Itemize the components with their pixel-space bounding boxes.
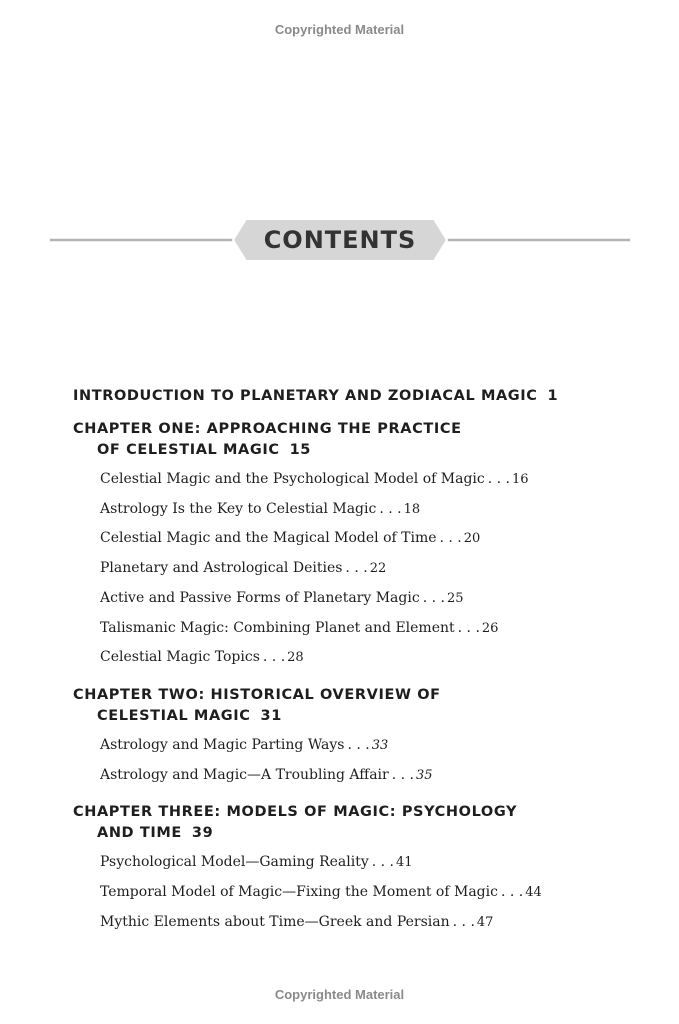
entry-page: 33 (371, 737, 389, 753)
toc-entry: Celestial Magic and the Psychological Model of Magic . . . 16 (100, 471, 529, 487)
entry-page: 26 (481, 620, 499, 636)
entry-title: Mythic Elements about Time—Greek and Persian (100, 913, 450, 930)
chapter-page: 39 (191, 825, 214, 842)
chapter-title-line1: CHAPTER TWO: HISTORICAL OVERVIEW OF (73, 686, 441, 703)
toc-chapter-three (73, 802, 633, 937)
chapter-page: 15 (289, 442, 311, 458)
toc-entry: Celestial Magic and the Magical Model of Time . . . 20 (100, 530, 481, 547)
entry-page: 18 (403, 501, 421, 517)
entry-title: Astrology and Magic Parting Ways (100, 736, 345, 753)
chapter-title-line1: CHAPTER THREE: MODELS OF MAGIC: PSYCHOLOGY (73, 804, 518, 821)
toc-entry: Temporal Model of Magic—Fixing the Moment of Magic . . . 44 (100, 884, 542, 901)
chapter-heading (73, 802, 633, 844)
entry-title: Active and Passive Forms of Planetary Magic (100, 589, 420, 606)
toc-chapter-one (73, 419, 633, 673)
entry-page: 44 (525, 885, 542, 901)
toc-entry: Talismanic Magic: Combining Planet and Element . . . 26 (100, 619, 499, 636)
chapter-heading (73, 685, 633, 727)
entry-title: Celestial Magic and the Magical Model of Time (100, 530, 437, 547)
toc-introduction-page: 1 (547, 388, 559, 404)
copyright-watermark-bottom: Copyrighted Material (274, 987, 405, 1002)
entry-page: 35 (415, 767, 433, 783)
entry-page: 47 (476, 914, 494, 930)
entry-title: Psychological Model—Gaming Reality (100, 854, 369, 871)
chapter-title-line2: CELESTIAL MAGIC (97, 707, 251, 724)
toc-entry: Planetary and Astrological Deities . . . 22 (100, 560, 387, 577)
toc-entry: Astrology and Magic Parting Ways . . . 33 (100, 736, 389, 753)
copyright-watermark-top: Copyrighted Material (274, 22, 405, 37)
chapter-title-line2: OF CELESTIAL MAGIC (97, 442, 280, 458)
toc-entry: Active and Passive Forms of Planetary Magic . . . 25 (100, 589, 464, 606)
toc-introduction-title: INTRODUCTION TO PLANETARY AND ZODIACAL MAGIC (73, 388, 538, 404)
toc-entry: Celestial Magic Topics . . . 28 (100, 649, 304, 666)
toc-entry: Mythic Elements about Time—Greek and Persian . . . 47 (100, 913, 494, 930)
toc-entry: Astrology and Magic—A Troubling Affair . . . 35 (100, 766, 433, 783)
chapter-heading (73, 419, 633, 461)
entry-title: Planetary and Astrological Deities (100, 560, 343, 577)
toc-chapter-two (73, 685, 633, 790)
entry-page: 20 (463, 531, 481, 547)
entry-title: Celestial Magic Topics (100, 649, 260, 666)
entry-page: 22 (369, 561, 387, 577)
entry-title: Talismanic Magic: Combining Planet and Element (100, 619, 455, 636)
chapter-page: 31 (260, 707, 282, 724)
entry-title: Temporal Model of Magic—Fixing the Moment of Magic (100, 884, 498, 901)
table-of-contents (73, 386, 633, 937)
toc-introduction (73, 386, 633, 407)
entry-title: Astrology Is the Key to Celestial Magic (100, 500, 377, 517)
entry-page: 16 (512, 472, 529, 487)
chapter-title-line1: CHAPTER ONE: APPROACHING THE PRACTICE (73, 421, 462, 437)
entry-page: 25 (446, 590, 464, 606)
entry-page: 41 (396, 855, 413, 871)
toc-entry: Psychological Model—Gaming Reality . . . 41 (100, 854, 413, 871)
entry-title: Astrology and Magic—A Troubling Affair (100, 766, 389, 783)
chapter-title-line2: AND TIME (97, 825, 182, 842)
toc-entry: Astrology Is the Key to Celestial Magic . . . 18 (100, 500, 421, 517)
entry-page: 28 (287, 650, 304, 666)
page-title: CONTENTS (263, 226, 417, 254)
contents-banner (50, 218, 630, 262)
entry-title: Celestial Magic and the Psychological Model of Magic (100, 471, 485, 487)
